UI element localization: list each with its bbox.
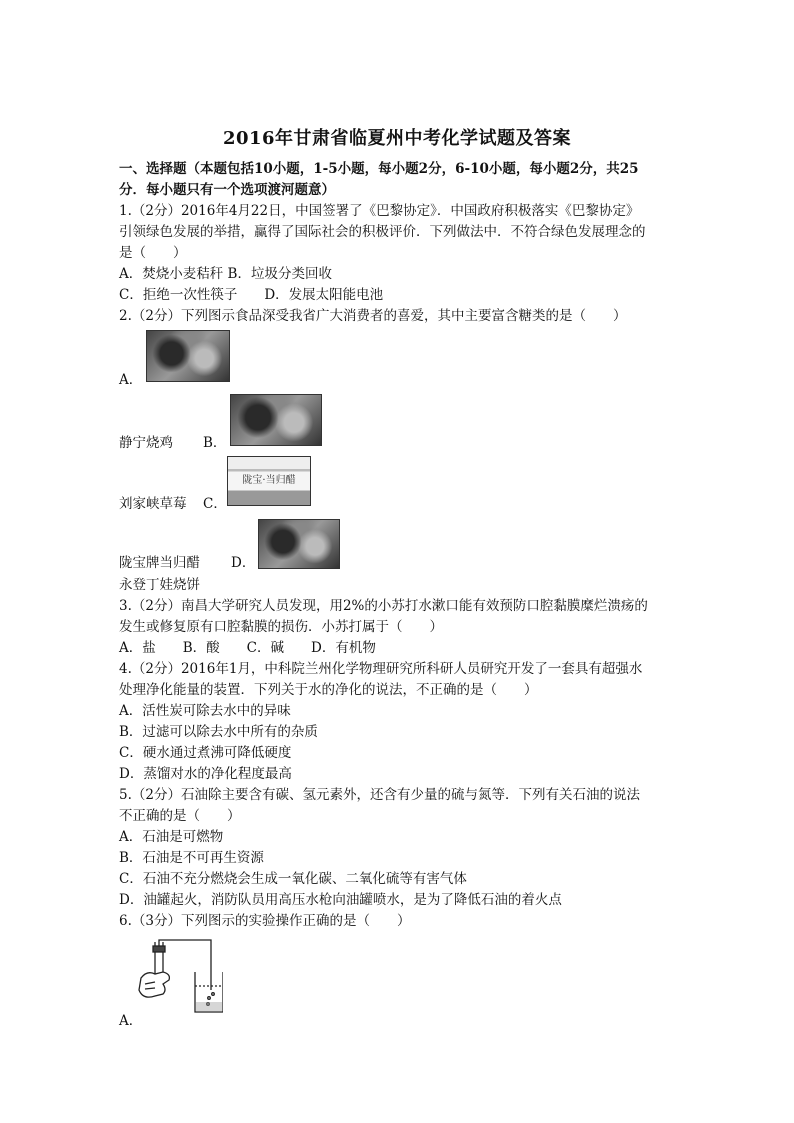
- q3-stem-line2: 发生或修复原有口腔黏膜的损伤．小苏打属于（ ）: [119, 619, 443, 635]
- section-heading-line2: 分．每小题只有一个选项渡河题意）: [119, 182, 335, 198]
- q2-option-c-caption: 陇宝牌当归醋: [119, 555, 200, 571]
- q2-option-a-caption: 静宁烧鸡: [119, 435, 173, 451]
- q5-option-b: B．石油是不可再生资源: [119, 850, 264, 866]
- q4-stem-line2: 处理净化能量的装置．下列关于水的净化的说法，不正确的是（ ）: [119, 682, 538, 698]
- q1-options-ab: A．焚烧小麦秸秆 B．垃圾分类回收: [119, 266, 332, 282]
- q1-stem-line1: 1.（2分）2016年4月22日，中国签署了《巴黎协定》．中国政府积极落实《巴黎协定》: [119, 203, 640, 219]
- baked-bun-photo: [258, 519, 340, 569]
- q1-options-cd: C．拒绝一次性筷子 D．发展太阳能电池: [119, 287, 384, 303]
- q2-option-c-label: C．: [203, 496, 227, 512]
- page-title: 2016年甘肃省临夏州中考化学试题及答案: [222, 128, 572, 149]
- q5-option-c: C．石油不充分燃烧会生成一氧化碳、二氧化硫等有害气体: [119, 871, 467, 887]
- q3-options: A．盐 B．酸 C．碱 D．有机物: [119, 640, 376, 656]
- q5-stem-line1: 5.（2分）石油除主要含有碳、氢元素外，还含有少量的硫与氮等．下列有关石油的说法: [119, 787, 640, 803]
- q4-option-c: C．硬水通过煮沸可降低硬度: [119, 745, 292, 761]
- q2-option-b-caption: 刘家峡草莓: [119, 496, 187, 512]
- q6-stem: 6.（3分）下列图示的实验操作正确的是（ ）: [119, 913, 411, 929]
- section-heading-line1: 一、选择题（本题包括10小题，1-5小题，每小题2分，6-10小题，每小题2分，共25: [119, 161, 639, 177]
- q2-option-b-label: B．: [203, 435, 227, 451]
- q4-stem-line1: 4.（2分）2016年1月，中科院兰州化学物理研究所科研人员研究开发了一套具有超强水: [119, 661, 643, 677]
- vinegar-photo: 陇宝·当归醋: [227, 456, 311, 506]
- q2-stem: 2.（2分）下列图示食品深受我省广大消费者的喜爱，其中主要富含糖类的是（ ）: [119, 308, 627, 324]
- gas-tightness-apparatus-diagram: [133, 938, 223, 1018]
- q4-option-a: A．活性炭可除去水中的异味: [119, 703, 291, 719]
- q5-stem-line2: 不正确的是（ ）: [119, 808, 241, 824]
- strawberry-photo: [230, 394, 322, 446]
- q4-option-d: D．蒸馏对水的净化程度最高: [119, 766, 292, 782]
- roast-chicken-photo: [146, 330, 230, 382]
- q5-option-d: D．油罐起火，消防队员用高压水枪向油罐喷水，是为了降低石油的着火点: [119, 892, 562, 908]
- q1-stem-line3: 是（ ）: [119, 245, 187, 261]
- q6-option-a-label: A．: [119, 1013, 143, 1029]
- q2-option-a-label: A．: [119, 372, 143, 388]
- q3-stem-line1: 3.（2分）南昌大学研究人员发现，用2%的小苏打水漱口能有效预防口腔黏膜糜烂溃疡的: [119, 598, 648, 614]
- q5-option-a: A．石油是可燃物: [119, 829, 224, 845]
- q1-stem-line2: 引领绿色发展的举措，赢得了国际社会的积极评价．下列做法中．不符合绿色发展理念的: [119, 224, 646, 240]
- q4-option-b: B．过滤可以除去水中所有的杂质: [119, 724, 318, 740]
- q2-option-d-label: D．: [231, 555, 256, 571]
- q2-option-d-caption: 永登丁娃烧饼: [119, 577, 200, 593]
